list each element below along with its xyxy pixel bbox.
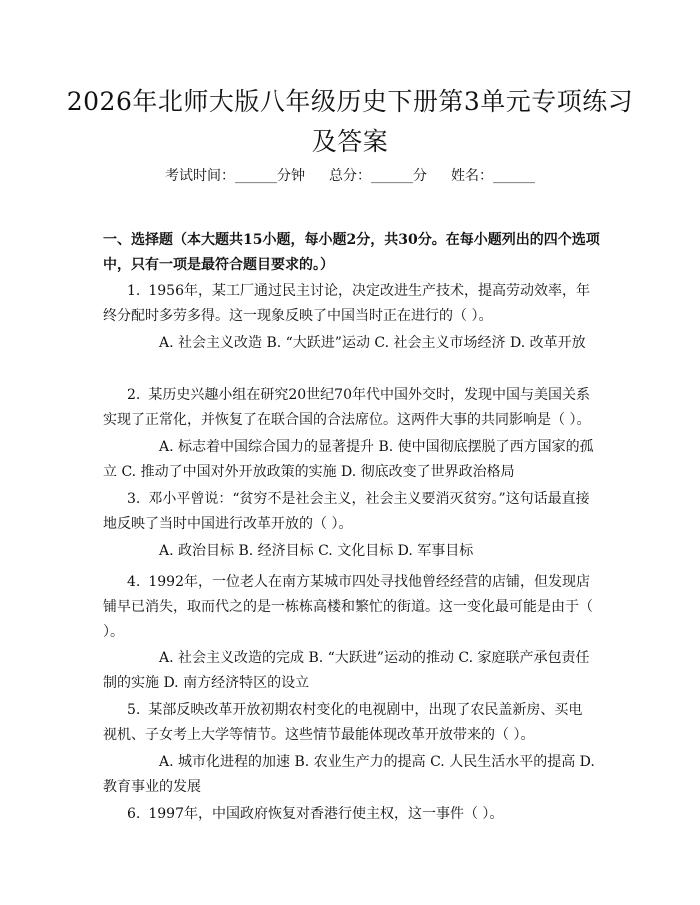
total-score-field: 总分：______分: [329, 168, 427, 184]
question-3-options: A. 政治目标 B. 经济目标 C. 文化目标 D. 军事目标: [159, 543, 474, 559]
question-number: 2.: [127, 387, 141, 403]
exam-meta-line: [0, 166, 700, 186]
question-stem: 某部反映改革开放初期农村变化的电视剧中，出现了农民盖新房、买电视机、子女考上大学等情节。这些情节最能体现改革开放带来的（ ）。: [103, 702, 583, 743]
student-name-field: 姓名：______: [451, 168, 535, 184]
question-4-options: A. 社会主义改造的完成 B. “大跃进”运动的推动 C. 家庭联产承包责任制的实施 D. 南方经济特区的设立: [103, 650, 590, 691]
question-4: [103, 570, 595, 645]
question-stem: 某历史兴趣小组在研究20世纪70年代中国外交时，发现中国与美国关系实现了正常化，并恢复了在联合国的合法席位。这两件大事的共同影响是（ ）。: [103, 387, 591, 428]
question-1: [103, 279, 595, 329]
question-2-options: A. 标志着中国综合国力的显著提升 B. 使中国彻底摆脱了西方国家的孤立 C. 推动了中国对外开放政策的实施 D. 彻底改变了世界政治格局: [103, 439, 594, 480]
question-stem: 1956年，某工厂通过民主讨论，决定改进生产技术，提高劳动效率，年终分配时多劳多得。这一现象反映了中国当时正在进行的（ ）。: [103, 283, 590, 324]
question-number: 6.: [127, 806, 141, 822]
question-number: 4.: [127, 574, 141, 590]
exam-time-field: 考试时间：______分钟: [165, 168, 305, 184]
section-heading: 一、选择题（本大题共15小题，每小题2分，共30分。在每小题列出的四个选项中，只有一项是最符合题目要求的。）: [103, 232, 600, 273]
page-title: 2026年北师大版八年级历史下册第3单元专项练习及答案: [66, 87, 634, 156]
question-number: 5.: [127, 702, 141, 718]
question-5: [103, 698, 595, 748]
question-1-options: A. 社会主义改造 B. “大跃进”运动 C. 社会主义市场经济 D. 改革开放: [159, 335, 586, 351]
question-stem: 1997年，中国政府恢复对香港行使主权，这一事件（ ）。: [148, 806, 504, 822]
question-6: [103, 802, 595, 827]
question-stem: 邓小平曾说：“贫穷不是社会主义，社会主义要消灭贫穷。”这句话最直接地反映了当时中国进行改革开放的（ ）。: [103, 491, 590, 532]
question-3: [103, 487, 595, 537]
question-stem: 1992年，一位老人在南方某城市四处寻找他曾经经营的店铺，但发现店铺早已消失，取而代之的是一栋栋高楼和繁忙的街道。这一变化最可能是由于（ ）。: [103, 574, 593, 640]
question-number: 3.: [127, 491, 141, 507]
question-2: [103, 383, 595, 433]
question-number: 1.: [127, 283, 141, 299]
question-5-options: A. 城市化进程的加速 B. 农业生产力的提高 C. 人民生活水平的提高 D. 教育事业的发展: [103, 754, 595, 795]
